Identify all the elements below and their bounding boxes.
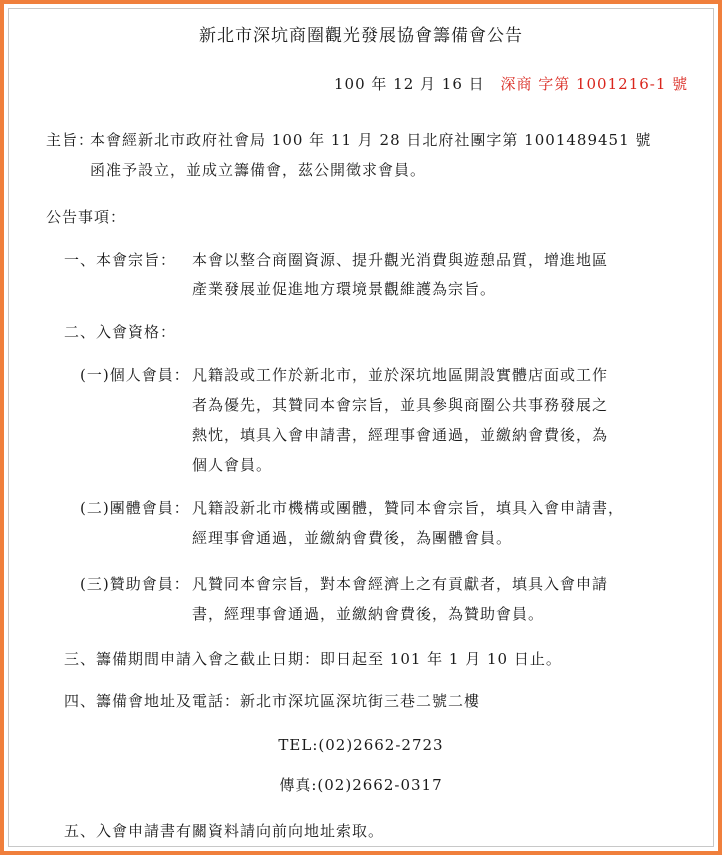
individual-member-line-3: 熱忱，填具入會申請書，經理事會通過，並繳納會費後，為	[192, 426, 609, 444]
date-ref-line	[334, 74, 688, 94]
group-member-label: (二)團體會員：	[80, 499, 190, 517]
individual-member-line-4: 個人會員。	[192, 456, 273, 474]
group-member-line-2: 經理事會通過，並繳納會費後，為團體會員。	[192, 529, 513, 547]
sponsor-member-label: (三)贊助會員：	[80, 575, 190, 593]
reference-number: 深商 字第 1001216-1 號	[500, 75, 689, 93]
item4-address: 四、籌備會地址及電話：新北市深坑區深坑街三巷二號二樓	[64, 692, 481, 710]
telephone: TEL:(02)2662-2723	[278, 736, 444, 754]
notice-heading: 公告事項：	[46, 208, 127, 226]
item1-label: 一、本會宗旨：	[64, 251, 177, 269]
item5-application: 五、入會申請書有關資料請向前向地址索取。	[64, 822, 385, 840]
notice-date: 100 年 12 月 16 日	[334, 75, 485, 93]
subject-label: 主旨：	[46, 131, 95, 149]
subject-line-2: 函准予設立，並成立籌備會，茲公開徵求會員。	[90, 161, 427, 179]
fax: 傳真:(02)2662-0317	[279, 776, 443, 794]
notice-title: 新北市深坑商圈觀光發展協會籌備會公告	[199, 26, 523, 46]
item3-deadline: 三、籌備期間申請入會之截止日期：即日起至 101 年 1 月 10 日止。	[64, 650, 562, 668]
sponsor-member-line-2: 書，經理事會通過，並繳納會費後，為贊助會員。	[192, 605, 545, 623]
group-member-line-1: 凡籍設新北市機構或團體，贊同本會宗旨，填具入會申請書，	[192, 499, 625, 517]
subject-line-1: 本會經新北市政府社會局 100 年 11 月 28 日北府社團字第 1001489451 號	[90, 131, 652, 149]
individual-member-line-1: 凡籍設或工作於新北市，並於深坑地區開設實體店面或工作	[192, 366, 609, 384]
item1-line-1: 本會以整合商圈資源、提升觀光消費與遊憩品質，增進地區	[192, 251, 609, 269]
item2-label: 二、入會資格：	[64, 323, 177, 341]
item1-line-2: 產業發展並促進地方環境景觀維護為宗旨。	[192, 280, 497, 298]
sponsor-member-line-1: 凡贊同本會宗旨，對本會經濟上之有貢獻者，填具入會申請	[192, 575, 609, 593]
individual-member-label: (一)個人會員：	[80, 366, 190, 384]
individual-member-line-2: 者為優先，其贊同本會宗旨，並具參與商圈公共事務發展之	[192, 396, 609, 414]
